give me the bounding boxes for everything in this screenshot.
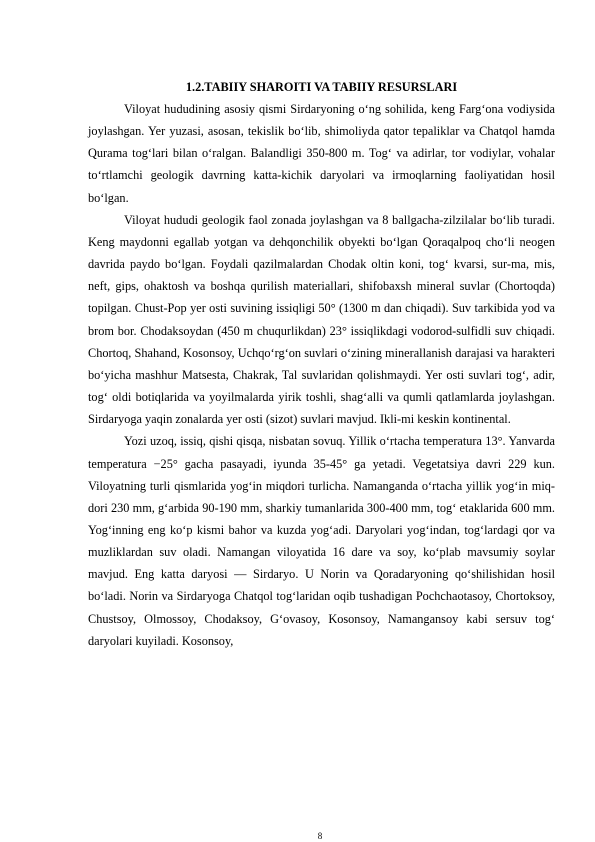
paragraph-relief: Viloyat hududining asosiy qismi Sirdaryoning oʻng sohilida, keng Fargʻona vodiysida joylashgan. Yer yuzasi, asosan, tekislik boʻlib, shimoliyda qator tepaliklar va Chatqol hamda Qurama togʻlari bilan oʻralgan. Balandligi 350-800 m. Togʻ va adirlar, tor vodiylar, vohalar toʻrtlamchi geologik davrning katta-kichik daryolari va irmoqlarning faoliyatidan hosil boʻlgan. bbox=[88, 102, 555, 205]
body-text bbox=[88, 98, 555, 652]
paragraph-climate-rivers: Yozi uzoq, issiq, qishi qisqa, nisbatan sovuq. Yillik oʻrtacha temperatura 13°. Yanvarda temperatura −25° gacha pasayadi, iyunda 35-45° ga yetadi. Vegetatsiya davri 229 kun. Viloyatning turli qismlarida yogʻin miqdori turlicha. Namanganda oʻrtacha yillik yogʻin miq-dori 230 mm, gʻarbida 90-190 mm, sharkiy tumanlarida 300-400 mm, togʻ etaklarida 600 mm. Yogʻinning eng koʻp kismi bahor va kuzda yogʻadi. Daryolari yogʻindan, togʻlardagi qor va muzliklardan suv oladi. Namangan viloyatida 16 dare va soy, koʻplab mavsumiy soylar mavjud. Eng katta daryosi — Sirdaryo. U Norin va Qoradaryoning qoʻshilishidan hosil boʻladi. Norin va Sirdaryoga Chatqol togʻlaridan oqib tushadigan Pochchaotasoy, Chortoksoy, Chustsoy, Olmossoy, Chodaksoy, Gʻovasoy, Kosonsoy, Namangansoy kabi sersuv togʻ daryolari kuyiladi. Kosonsoy, bbox=[88, 434, 555, 648]
page-number: 8 bbox=[317, 831, 323, 841]
section-heading: 1.2.TABIIY SHAROITI VA TABIIY RESURSLARI bbox=[185, 80, 458, 94]
paragraph-geology-resources: Viloyat hududi geologik faol zonada joylashgan va 8 ballgacha-zilzilalar boʻlib turadi. Keng maydonni egallab yotgan va dehqonchilik obyekti boʻlgan Qoraqalpoq choʻli neogen davrida paydo boʻlgan. Foydali qazilmalardan Chodak oltin koni, togʻ kvarsi, sur-ma, mis, neft, gips, ohaktosh va boshqa qurilish materiallari, shifobaxsh mineral suvlar (Chortoqda) topilgan. Chust-Pop yer osti suvining issiqligi 50° (1300 m dan chiqadi). Suv tarkibida yod va brom bor. Chodaksoydan (450 m chuqurlikdan) 23° issiqlikdagi vodorod-sulfidli suv chiqadi. Chortoq, Shahand, Kosonsoy, Uchqoʻrgʻon suvlari oʻzining minerallanish darajasi va harakteri boʻyicha mashhur Matsesta, Chakrak, Tal suvlaridan qolishmaydi. Yer osti suvlari togʻ, adir, togʻ oldi botiqlarida va yoyilmalarda yirik toshli, shagʻalli va qumli qatlamlarda joylashgan. Sirdaryoga yaqin zonalarda yer osti (sizot) suvlari mavjud. Ikli-mi keskin kontinental. bbox=[88, 212, 555, 427]
